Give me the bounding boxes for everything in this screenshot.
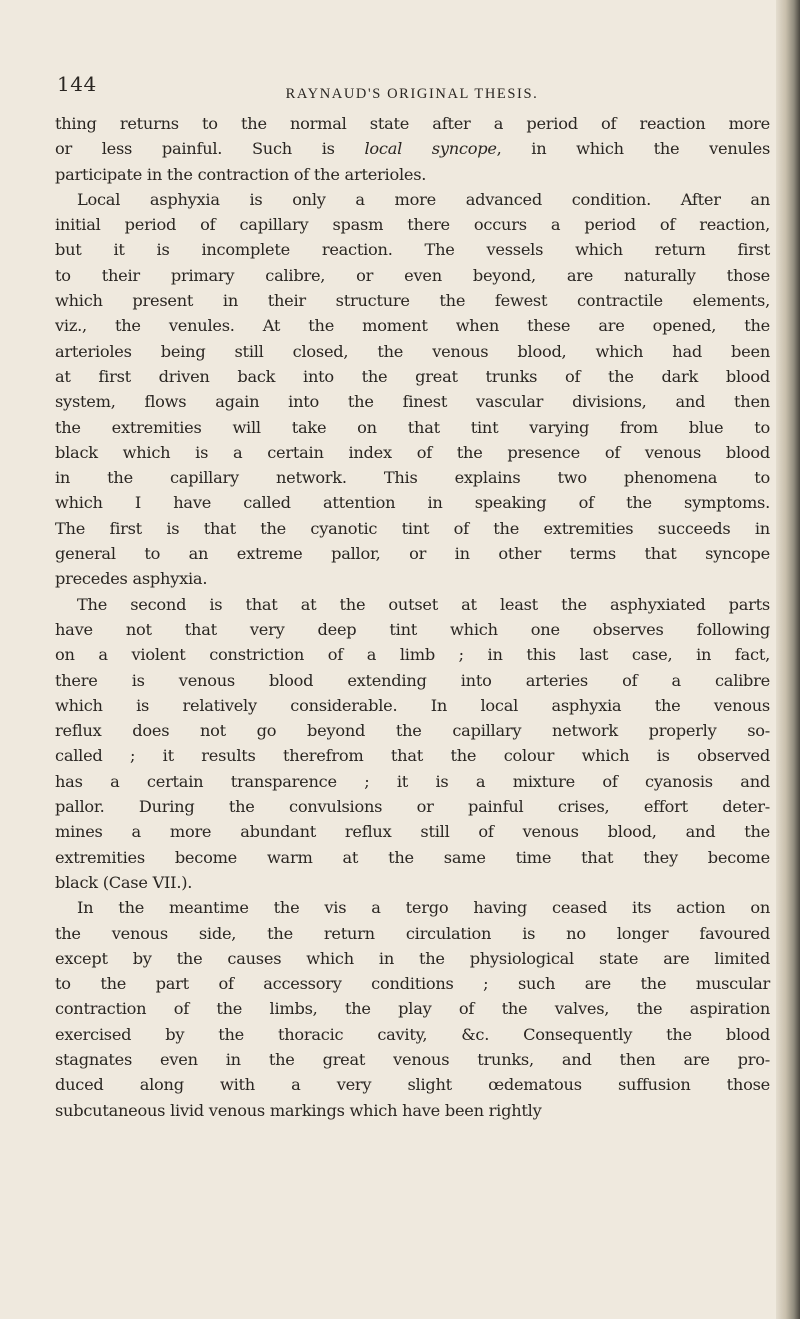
text-line: In the meantime the vis a tergo having ceased its action on [77, 898, 770, 918]
text-line-with-italic: or less painful. Such is local syncope, in which the venules [55, 139, 770, 159]
text-line: except by the causes which in the physiological state are limited [55, 948, 770, 968]
text-line: mines a more abundant reflux still of venous blood, and the [55, 822, 770, 842]
text-line: reflux does not go beyond the capillary network properly so- [55, 721, 770, 741]
text-line: black (Case VII.). [55, 872, 193, 892]
text-line: but it is incomplete reaction. The vessels which return first [55, 240, 770, 260]
text-line: pallor. During the convulsions or painful crises, effort deter- [55, 797, 770, 817]
page-header [57, 72, 767, 108]
text-line: on a violent constriction of a limb ; in this last case, in fact, [55, 645, 770, 665]
page-number: 144 [57, 72, 97, 96]
text-line: which is relatively considerable. In local asphyxia the venous [55, 695, 770, 715]
page-edge-shadow [776, 0, 800, 1319]
text-line: precedes asphyxia. [55, 569, 208, 589]
text-line: stagnates even in the great venous trunks, and then are pro- [55, 1049, 770, 1069]
text-line: the venous side, the return circulation is no longer favoured [55, 923, 770, 943]
text-line: there is venous blood extending into arteries of a calibre [55, 670, 770, 690]
text-line: contraction of the limbs, the play of the valves, the aspiration [55, 999, 770, 1019]
text-line: Local asphyxia is only a more advanced condition. After an [77, 189, 770, 209]
text-line: general to an extreme pallor, or in other terms that syncope [55, 544, 770, 564]
text-line: duced along with a very slight œdematous suffusion those [55, 1075, 770, 1095]
text-line: The second is that at the outset at least the asphyxiated parts [77, 594, 770, 614]
text-line: subcutaneous livid venous markings which have been rightly [55, 1100, 542, 1120]
text-line: The first is that the cyanotic tint of the extremities succeeds in [55, 518, 770, 538]
text-line: participate in the contraction of the arterioles. [55, 164, 427, 184]
text-line: black which is a certain index of the presence of venous blood [55, 442, 770, 462]
text-line: thing returns to the normal state after a period of reaction more [55, 114, 770, 133]
text-line: exercised by the thoracic cavity, &c. Consequently the blood [55, 1024, 770, 1044]
text-line: has a certain transparence ; it is a mixture of cyanosis and [55, 771, 770, 791]
text-line: viz., the venules. At the moment when these are opened, the [55, 316, 770, 336]
text-line: the extremities will take on that tint varying from blue to [55, 417, 770, 437]
text-line: arterioles being still closed, the venous blood, which had been [55, 341, 770, 361]
italic-term: local syncope [364, 139, 497, 159]
text-line: called ; it results therefrom that the colour which is observed [55, 746, 770, 766]
text-line: initial period of capillary spasm there occurs a period of reaction, [55, 215, 770, 235]
text-line: have not that very deep tint which one observes following [55, 619, 770, 639]
text-line: at first driven back into the great trunks of the dark blood [55, 366, 770, 386]
body-text [55, 111, 770, 1123]
text-line: system, flows again into the finest vascular divisions, and then [55, 392, 770, 412]
text-line: to their primary calibre, or even beyond, are naturally those [55, 265, 770, 285]
running-title: RAYNAUD'S ORIGINAL THESIS. [285, 86, 539, 102]
text-line: in the capillary network. This explains two phenomena to [55, 468, 770, 488]
text-line: which I have called attention in speaking of the symptoms. [55, 493, 770, 513]
text-line: to the part of accessory conditions ; such are the muscular [55, 974, 770, 994]
text-line: extremities become warm at the same time that they become [55, 847, 770, 867]
text-line: which present in their structure the fewest contractile elements, [55, 291, 770, 311]
